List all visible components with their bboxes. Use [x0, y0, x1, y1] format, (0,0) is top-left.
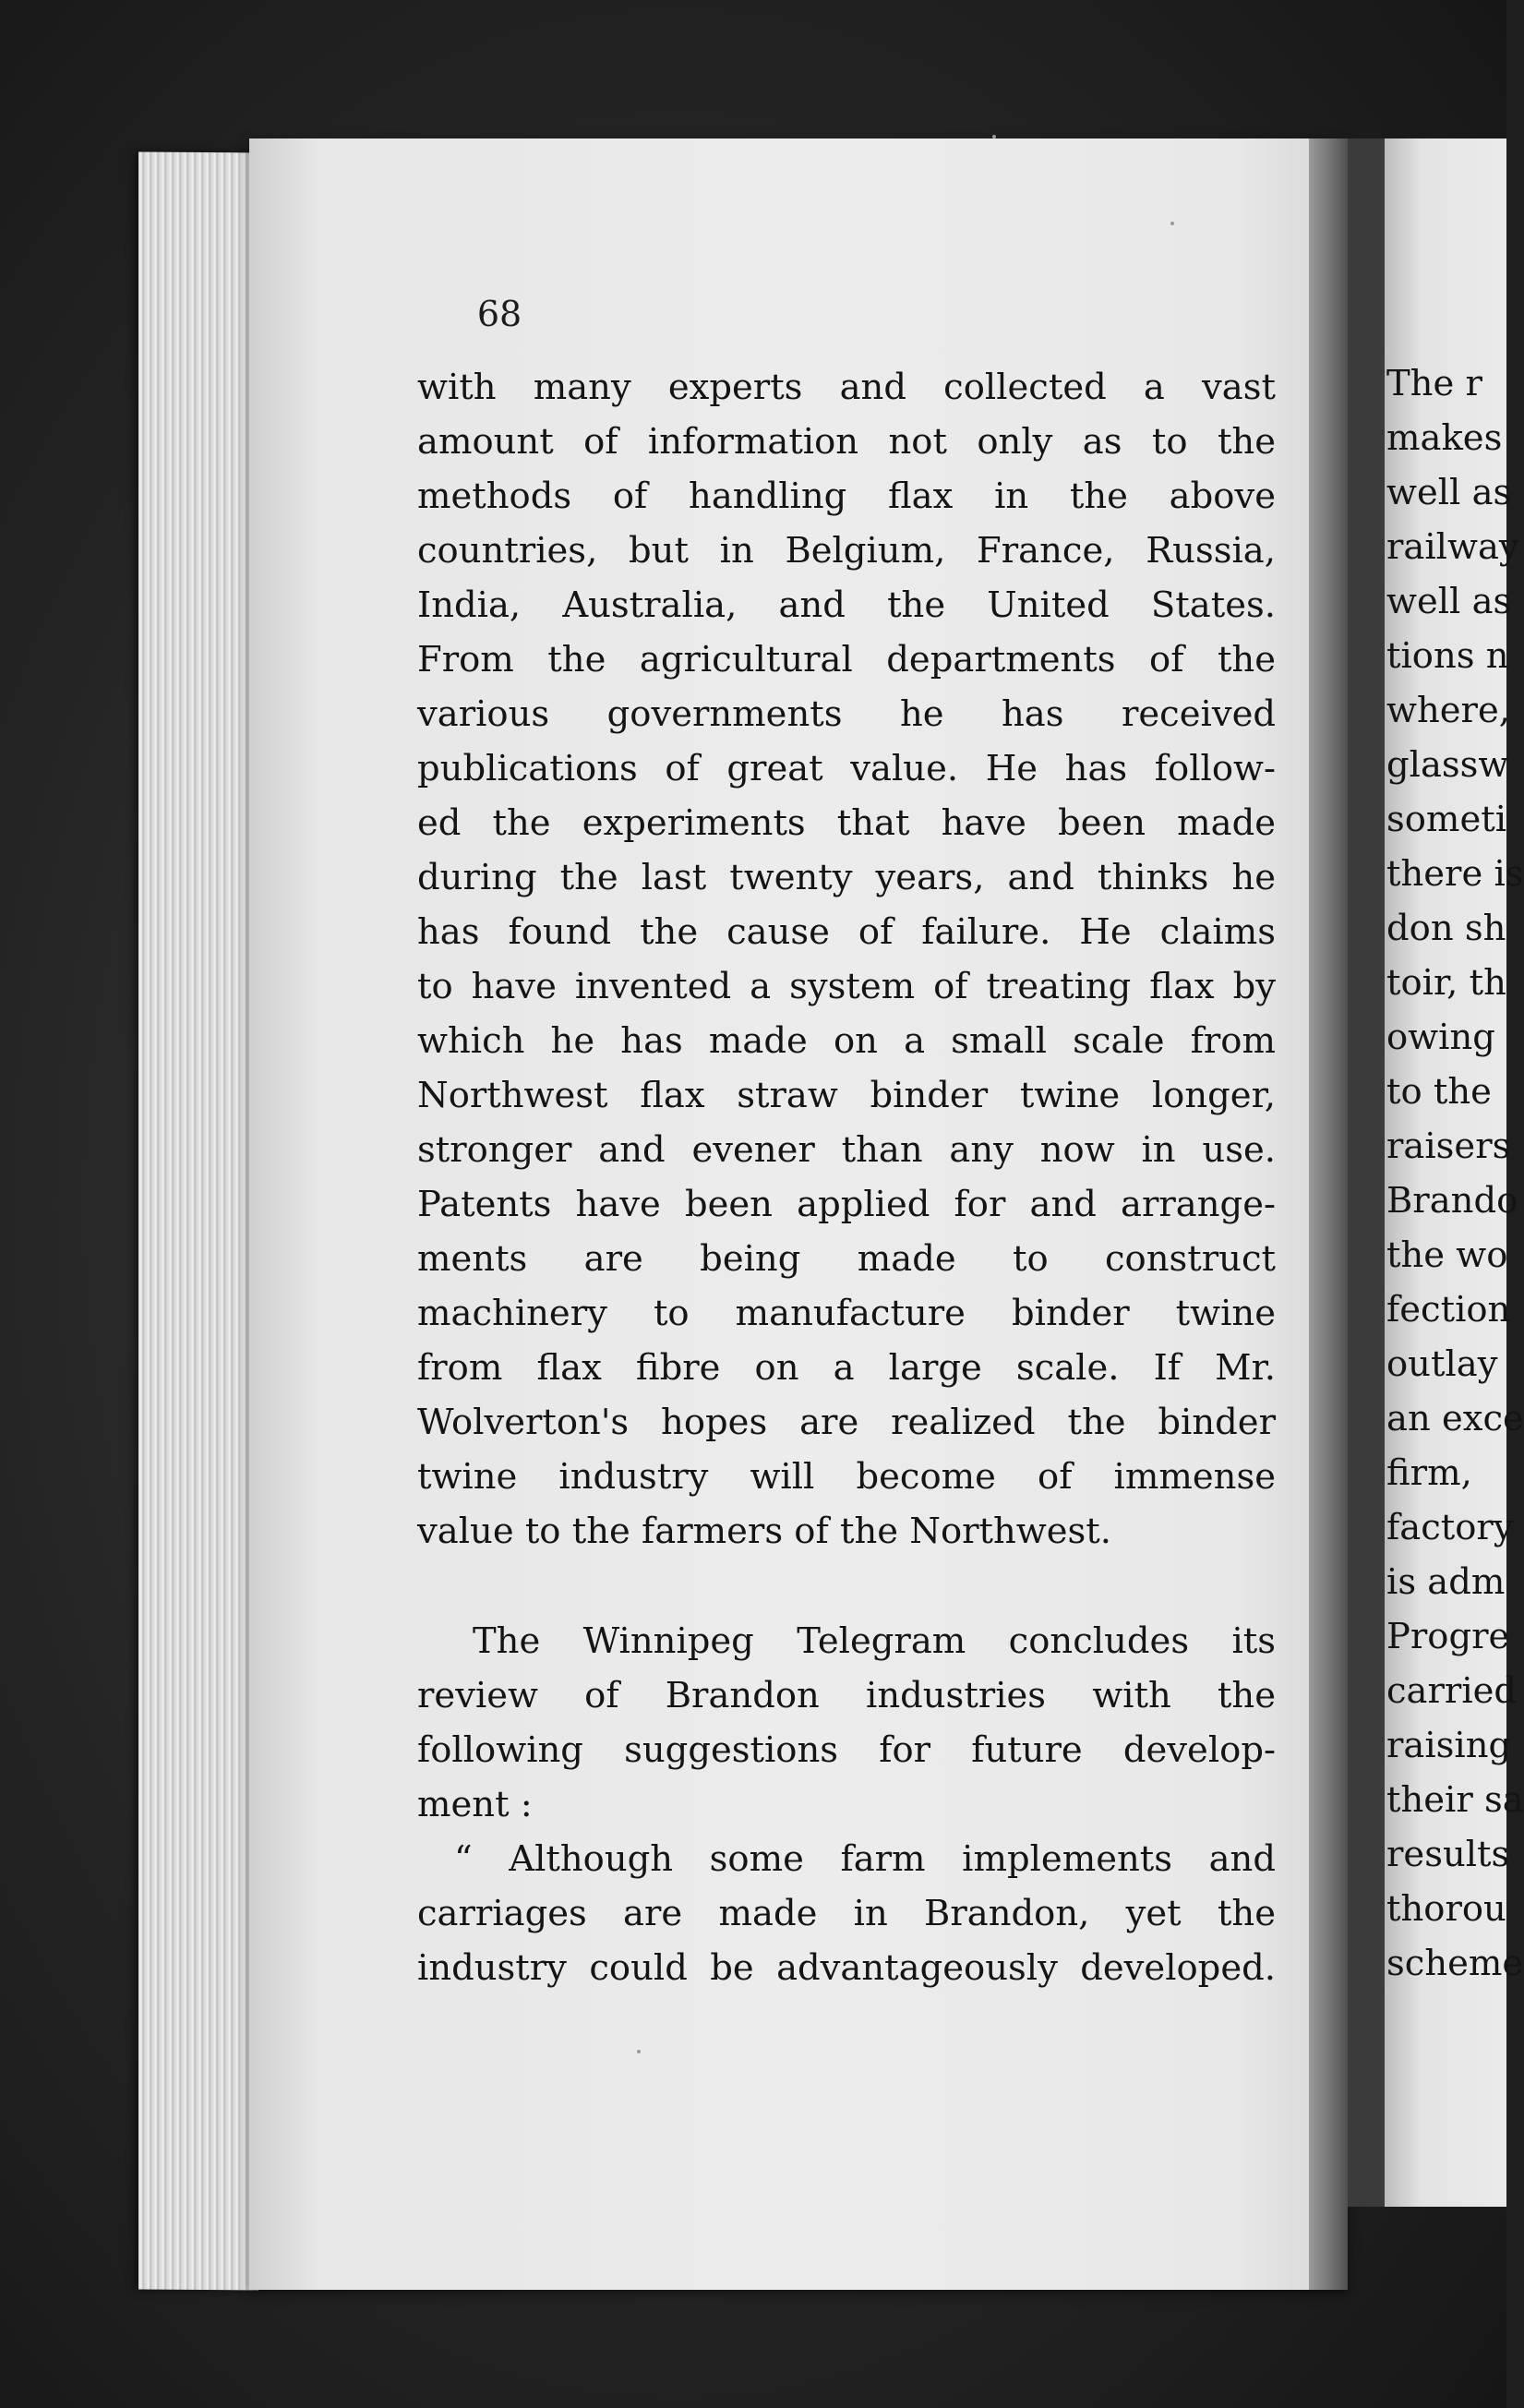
- text-line: well as: [1386, 472, 1512, 513]
- text-line: twine industry will become of immense: [417, 1456, 1276, 1498]
- text-line: glassw: [1386, 744, 1509, 786]
- text-line: Patents have been applied for and arrange-: [417, 1184, 1276, 1225]
- text-line: countries, but in Belgium, France, Russia,: [417, 530, 1276, 572]
- paper-speck: [1170, 222, 1174, 225]
- text-line: Wolverton's hopes are realized the binder: [417, 1402, 1276, 1443]
- text-line: firm,: [1386, 1452, 1472, 1494]
- text-line: is adm: [1386, 1561, 1506, 1603]
- left-page-text: [417, 360, 1276, 1995]
- text-line: Northwest flax straw binder twine longer,: [417, 1075, 1276, 1116]
- text-line: The Winnipeg Telegram concludes its: [473, 1620, 1276, 1662]
- text-line: raising: [1386, 1725, 1512, 1766]
- text-line: railway: [1386, 526, 1519, 568]
- text-line: Progre: [1386, 1616, 1510, 1657]
- paragraph-2: [417, 1614, 1276, 1832]
- text-line: outlay: [1386, 1343, 1498, 1385]
- text-line: carriages are made in Brandon, yet the: [417, 1893, 1276, 1934]
- paper-speck: [992, 135, 996, 138]
- text-line: “ Although some farm implements and: [454, 1838, 1276, 1880]
- text-line: ments are being made to construct: [417, 1238, 1276, 1280]
- text-line: there is: [1386, 853, 1524, 895]
- paragraph-1: [417, 360, 1276, 1559]
- text-line: following suggestions for future develop-: [417, 1729, 1276, 1771]
- page-edges: [138, 152, 258, 2291]
- text-line: value to the farmers of the Northwest.: [417, 1511, 1112, 1552]
- text-line: their sa: [1386, 1779, 1524, 1821]
- text-line: to the: [1386, 1071, 1492, 1113]
- text-line: well as: [1386, 581, 1512, 622]
- text-line: the wo: [1386, 1234, 1508, 1276]
- text-line: toir, th: [1386, 962, 1506, 1004]
- text-line: review of Brandon industries with the: [417, 1675, 1276, 1716]
- text-line: thorou: [1386, 1888, 1506, 1930]
- text-line: during the last twenty years, and thinks he: [417, 857, 1276, 898]
- text-line: an exce: [1386, 1398, 1524, 1439]
- text-line: fection: [1386, 1289, 1511, 1330]
- text-line: ment :: [417, 1784, 533, 1825]
- page-number: 68: [476, 294, 522, 334]
- text-line: don sh: [1386, 908, 1506, 949]
- text-line: carried: [1386, 1670, 1518, 1712]
- text-line: which he has made on a small scale from: [417, 1020, 1276, 1062]
- text-line: Brando: [1386, 1180, 1518, 1222]
- text-line: ed the experiments that have been made: [417, 802, 1276, 844]
- right-page-text: [1386, 356, 1524, 1991]
- text-line: with many experts and collected a vast: [417, 367, 1276, 408]
- paragraph-gap: [417, 1559, 1276, 1614]
- text-line: where,: [1386, 690, 1510, 731]
- gutter-shadow: [1309, 138, 1348, 2290]
- paper-speck: [637, 2050, 641, 2053]
- text-line: stronger and evener than any now in use.: [417, 1129, 1276, 1171]
- text-line: to have invented a system of treating flax by: [417, 966, 1276, 1007]
- text-line: amount of information not only as to the: [417, 421, 1276, 463]
- text-line: various governments he has received: [417, 693, 1276, 735]
- text-line: India, Australia, and the United States.: [417, 584, 1276, 626]
- text-line: publications of great value. He has follow-: [417, 748, 1276, 789]
- text-line: from flax fibre on a large scale. If Mr.: [417, 1347, 1276, 1389]
- text-line: The r: [1386, 363, 1482, 404]
- text-line: results: [1386, 1834, 1510, 1875]
- text-line: raisers: [1386, 1126, 1511, 1167]
- book-spine: [1348, 138, 1385, 2207]
- text-line: From the agricultural departments of the: [417, 639, 1276, 680]
- text-line: owing: [1386, 1017, 1495, 1058]
- text-line: scheme: [1386, 1943, 1524, 1984]
- text-line: factory: [1386, 1507, 1514, 1548]
- text-line: tions n: [1386, 635, 1509, 677]
- paragraph-3: [417, 1832, 1276, 1995]
- text-line: methods of handling flax in the above: [417, 476, 1276, 517]
- text-line: someti: [1386, 799, 1507, 840]
- text-line: machinery to manufacture binder twine: [417, 1293, 1276, 1334]
- text-line: industry could be advantageously developed.: [417, 1947, 1276, 1989]
- text-line: has found the cause of failure. He claims: [417, 911, 1276, 953]
- text-line: makes: [1386, 417, 1503, 459]
